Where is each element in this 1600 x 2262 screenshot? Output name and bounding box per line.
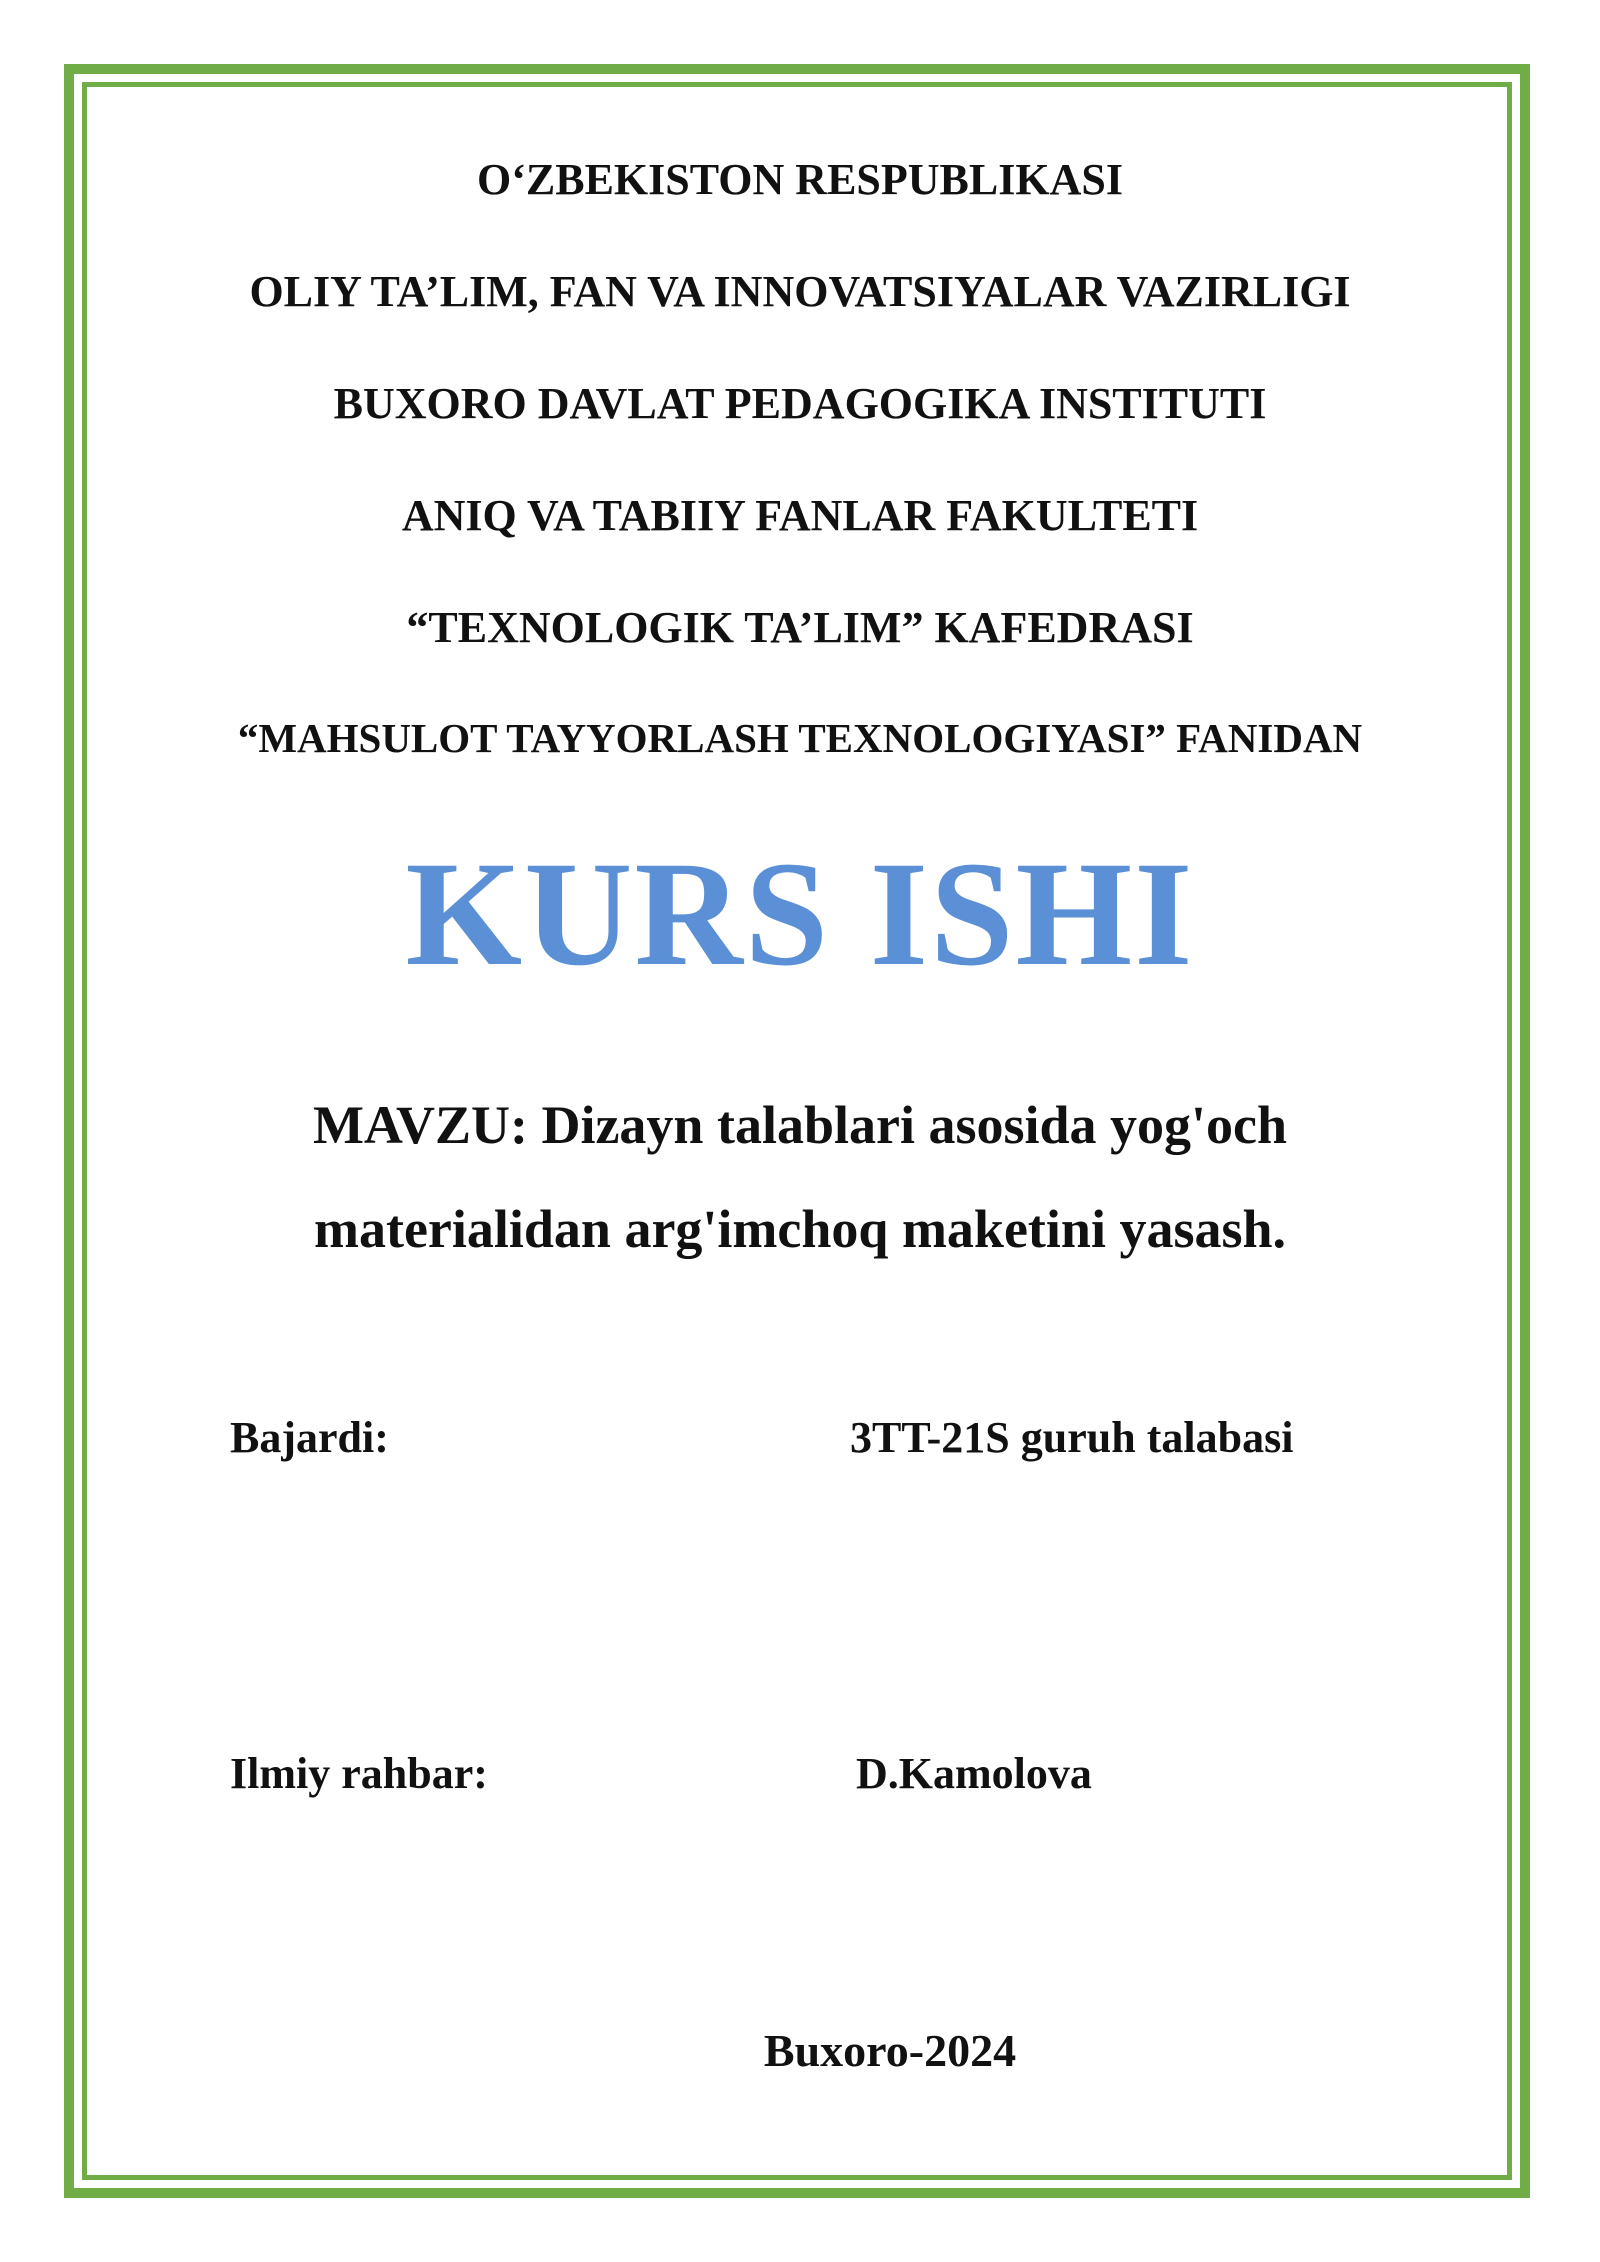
department-heading: “TEXNOLOGIK TA’LIM” KAFEDRASI <box>406 603 1194 652</box>
city-year: Buxoro-2024 <box>763 2025 1017 2076</box>
topic-line-1: MAVZU: Dizayn talablari asosida yog'och <box>312 1095 1288 1155</box>
ministry-heading: OLIY TA’LIM, FAN VA INNOVATSIYALAR VAZIRLIGI <box>249 267 1351 316</box>
performed-by-label: Bajardi: <box>230 1413 389 1462</box>
supervisor-value: D.Kamolova <box>856 1749 1092 1798</box>
country-heading: O‘ZBEKISTON RESPUBLIKASI <box>477 155 1123 204</box>
supervisor-label: Ilmiy rahbar: <box>230 1749 488 1798</box>
document-title: KURS ISHI <box>405 831 1195 997</box>
faculty-heading: ANIQ VA TABIIY FANLAR FAKULTETI <box>401 491 1199 540</box>
subject-heading: “MAHSULOT TAYYORLASH TEXNOLOGIYASI” FANIDAN <box>237 715 1363 761</box>
topic-line-2: materialidan arg'imchoq maketini yasash. <box>313 1199 1287 1259</box>
performed-by-value: 3TT-21S guruh talabasi <box>850 1413 1294 1462</box>
institute-heading: BUXORO DAVLAT PEDAGOGIKA INSTITUTI <box>333 379 1267 428</box>
